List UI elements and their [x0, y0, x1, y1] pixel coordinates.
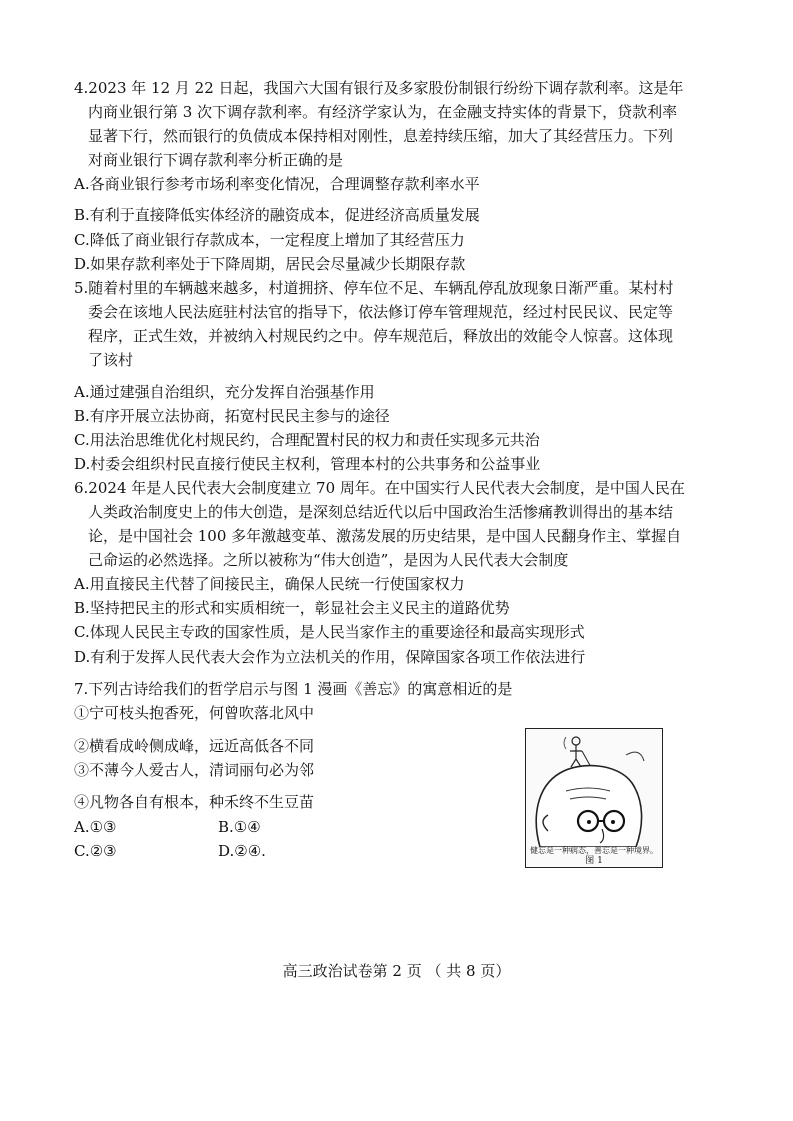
- page-footer: 高三政治试卷第 2 页 （ 共 8 页）: [282, 962, 511, 980]
- q7-stem: 7.下列古诗给我们的哲学启示与图 1 漫画《善忘》的寓意相近的是: [74, 680, 513, 698]
- q4-option-d: D.如果存款利率处于下降周期，居民会尽量减少长期限存款: [74, 255, 466, 273]
- q7-option-c: C.②③: [74, 842, 117, 860]
- q5-option-d: D.村委会组织村民直接行使民主权利，管理本村的公共事务和公益事业: [74, 455, 541, 473]
- q6-stem-line-3: 论，是中国社会 100 多年激越变革、激荡发展的历史结果，是中国人民翻身作主、掌握自: [88, 527, 682, 545]
- figure-1-caption: 健忘是一种病态，善忘是一种境界。: [530, 846, 658, 855]
- q4-option-a: A.各商业银行参考市场利率变化情况，合理调整存款利率水平: [74, 175, 480, 193]
- q4-stem-line-2: 内商业银行第 3 次下调存款利率。有经济学家认为，在金融支持实体的背景下，贷款利率: [88, 103, 678, 121]
- q7-poem-3: ③不薄今人爱古人，清词丽句必为邻: [74, 761, 315, 779]
- q4-stem-line-4: 对商业银行下调存款利率分析正确的是: [88, 151, 344, 169]
- q5-stem-line-2: 委会在该地人民法庭驻村法官的指导下，依法修订停车管理规范，经过村民民议、民定等: [88, 303, 674, 321]
- q6-stem-line-2: 人类政治制度史上的伟大创造，是深刻总结近代以后中国政治生活惨痛教训得出的基本结: [88, 503, 674, 521]
- q4-stem-line-1: 4.2023 年 12 月 22 日起，我国六大国有银行及多家股份制银行纷纷下调存款利率。这是年: [74, 79, 684, 97]
- q6-option-b: B.坚持把民主的形式和实质相统一，彰显社会主义民主的道路优势: [74, 599, 510, 617]
- q7-option-b: B.①④: [218, 818, 261, 836]
- q7-poem-2: ②横看成岭侧成峰，远近高低各不同: [74, 737, 315, 755]
- figure-1-cartoon: [525, 728, 663, 868]
- q6-stem-line-1: 6.2024 年是人民代表大会制度建立 70 周年。在中国实行人民代表大会制度，是中国人民在: [74, 479, 685, 497]
- q7-poem-4: ④凡物各自有根本，种禾终不生豆苗: [74, 793, 315, 811]
- q5-stem-line-4: 了该村: [88, 351, 134, 369]
- q4-option-b: B.有利于直接降低实体经济的融资成本，促进经济高质量发展: [74, 206, 480, 224]
- q7-poem-1: ①宁可枝头抱香死，何曾吹落北风中: [74, 704, 315, 722]
- q6-option-a: A.用直接民主代替了间接民主，确保人民统一行使国家权力: [74, 575, 465, 593]
- forgetful-head-illustration: [526, 729, 662, 847]
- q4-option-c: C.降低了商业银行存款成本，一定程度上增加了其经营压力: [74, 231, 465, 249]
- q7-option-d: D.②④.: [218, 842, 266, 860]
- q4-stem-line-3: 显著下行，然而银行的负债成本保持相对刚性，息差持续压缩，加大了其经营压力。下列: [88, 127, 674, 145]
- q7-option-a: A.①③: [74, 818, 117, 836]
- q5-option-a: A.通过建强自治组织，充分发挥自治强基作用: [74, 383, 375, 401]
- q6-stem-line-4: 己命运的必然选择。之所以被称为“伟大创造”，是因为人民代表大会制度: [88, 551, 569, 569]
- q5-option-c: C.用法治思维优化村规民约，合理配置村民的权力和责任实现多元共治: [74, 431, 540, 449]
- q5-stem-line-3: 程序，正式生效，并被纳入村规民约之中。停车规范后，释放出的效能令人惊喜。这体现: [88, 327, 674, 345]
- q5-stem-line-1: 5.随着村里的车辆越来越多，村道拥挤、停车位不足、车辆乱停乱放现象日渐严重。某村村: [74, 279, 674, 297]
- q5-option-b: B.有序开展立法协商，拓宽村民民主参与的途径: [74, 407, 390, 425]
- q6-option-c: C.体现人民民主专政的国家性质，是人民当家作主的重要途径和最高实现形式: [74, 623, 585, 641]
- q6-option-d: D.有利于发挥人民代表大会作为立法机关的作用，保障国家各项工作依法进行: [74, 648, 586, 666]
- figure-1-label: 图 1: [585, 856, 603, 866]
